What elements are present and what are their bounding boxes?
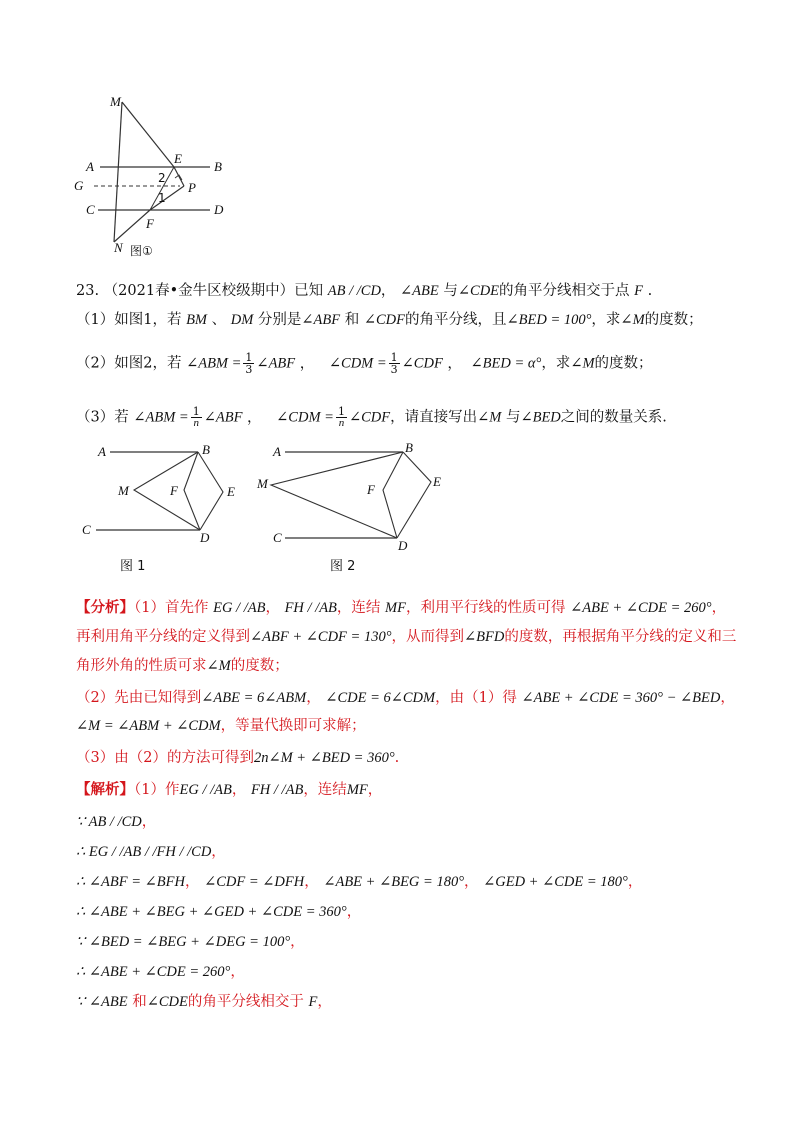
an-l3-b: 的度数；: [230, 658, 289, 674]
q2-prefix: （2）如图2，若: [76, 355, 182, 372]
analysis-line-2: [76, 627, 736, 647]
q1-and: 和: [344, 312, 360, 328]
sol-l3-end: ，: [211, 844, 226, 860]
fig1-label-m: M: [118, 483, 129, 498]
q1-bed: ∠BED = 100°: [506, 312, 592, 328]
analysis-line-6: [76, 748, 399, 768]
sol-l3-eq: ∴ EG / /AB / /FH / /CD: [76, 844, 212, 860]
q2-m: ∠M: [570, 355, 595, 372]
sol-l1-a: （1）作: [134, 782, 180, 798]
q2-abf: ∠ABF: [256, 355, 296, 372]
q1-bm: BM: [186, 312, 207, 328]
figure-2: [255, 440, 455, 555]
figure-1-top: [70, 90, 250, 270]
figure-1-caption: 图①: [130, 244, 153, 258]
q2-text: ，求: [541, 355, 571, 372]
an-l1-a: （1）首先作: [134, 600, 209, 616]
q3-prefix: （3）若: [76, 409, 129, 426]
label-n: N: [114, 240, 123, 255]
q1-dm: DM: [230, 312, 254, 328]
fig2-label-c: C: [273, 530, 282, 545]
q1-abf: ∠ABF: [301, 312, 341, 328]
q1-text1: 分别是: [257, 312, 302, 328]
an-l1-eq: ∠ABE + ∠CDE = 260°: [570, 600, 712, 616]
analysis-line-1: [76, 598, 726, 618]
q1-prefix: （1）如图1，若: [76, 312, 182, 328]
an-l4-sep: ，: [306, 690, 321, 706]
solution-line-4: [76, 872, 642, 892]
q2-abm: ∠ABM =: [186, 355, 242, 372]
sol-l8-and: 和: [132, 994, 147, 1010]
sol-l1-end: ，: [367, 782, 383, 798]
line-mn: [114, 102, 122, 242]
q3-fraction-2: $\frac{1}{n}$: [337, 405, 345, 429]
q3-fraction-1: $\frac{1}{n}$: [192, 405, 200, 429]
solution-tag: 【解析】: [76, 781, 134, 798]
q1-cdf: ∠CDF: [363, 312, 405, 328]
label-m: M: [110, 94, 121, 109]
solution-line-2: [76, 812, 156, 832]
sol-l1-sep: ，: [231, 782, 247, 798]
stem-sep: ，: [380, 283, 396, 299]
an-l1-c: ，利用平行线的性质可得: [405, 600, 566, 616]
an-l1-eg: EG / /AB: [213, 600, 266, 616]
an-l2-b: ，从而得到: [391, 629, 464, 645]
label-2: 2: [158, 171, 166, 185]
solution-line-3: [76, 842, 226, 862]
q1-text4: 的度数；: [644, 312, 703, 328]
label-p: P: [188, 180, 196, 195]
stem-cde: ∠CDE: [457, 283, 500, 299]
q3-cdm: ∠CDM =: [276, 409, 334, 426]
sol-l8-b: 的角平分线相交于: [187, 994, 304, 1010]
an-l6-end: .: [394, 750, 400, 766]
question-1: [76, 310, 703, 330]
q2-sep1: ，: [299, 355, 315, 372]
figure-1-caption: 图 1: [120, 559, 146, 574]
fig1-label-c: C: [82, 522, 91, 537]
sol-l2-eq: ∵ AB / /CD: [76, 814, 142, 830]
q3-m: ∠M: [477, 409, 502, 426]
sol-l5-end: ，: [346, 904, 362, 920]
solution-line-5: [76, 902, 361, 922]
sol-l4-eq2: ∠CDF = ∠DFH: [204, 874, 305, 890]
q2-fraction-2: $\frac{1}{3}$: [390, 351, 398, 376]
an-l3-a: 角形外角的性质可求: [76, 658, 207, 674]
sol-l8-cde: ∠CDE: [146, 994, 188, 1010]
problem-number: 23.: [76, 283, 100, 299]
figure-2-caption: 图 2: [330, 559, 356, 574]
solution-line-8: [76, 992, 332, 1012]
sol-l1-b: ，连结: [303, 782, 347, 798]
q3-abf: ∠ABF: [203, 409, 243, 426]
q1-comma: 、: [211, 312, 227, 328]
stem-ab-cd: AB / /CD: [327, 283, 381, 299]
q1-text2: 的角平分线，且: [405, 312, 507, 328]
sol-l6-end: ，: [290, 934, 305, 950]
q3-sep1: ，: [247, 409, 262, 426]
an-l2-bfd: ∠BFD: [464, 629, 505, 645]
figure-1: [82, 440, 250, 550]
an-l4-b: ，由（1）得: [435, 690, 517, 706]
analysis-line-4: [76, 688, 735, 708]
sol-l4-eq3: ∠ABE + ∠BEG = 180°: [323, 874, 464, 890]
sol-l4-sep4: ，: [627, 874, 643, 890]
stem-and: 与: [443, 283, 458, 299]
sol-l2-end: ，: [141, 814, 157, 830]
fig2-label-e: E: [433, 474, 441, 489]
solution-line-1: [76, 780, 382, 800]
line-fp: [150, 186, 184, 210]
sol-l4-eq1: ∴ ∠ABF = ∠BFH: [76, 874, 185, 890]
label-d: D: [214, 202, 224, 217]
sol-l1-mf: MF: [346, 782, 368, 798]
fig2-label-m: M: [257, 476, 268, 491]
q2-cdf: ∠CDF: [401, 355, 443, 372]
question-2: [76, 352, 653, 375]
fig1-label-b: B: [202, 442, 210, 457]
stem-end: .: [647, 283, 653, 299]
q3-and: 与: [505, 409, 521, 426]
fig1-bfd: [184, 452, 200, 530]
q3-text2: 之间的数量关系.: [560, 409, 667, 426]
q1-m: ∠M: [620, 312, 645, 328]
line-ep: [174, 167, 184, 186]
fig2-label-f: F: [367, 482, 375, 497]
an-l1-fh: FH / /AB: [284, 600, 337, 616]
q2-sep2: ，: [447, 355, 462, 372]
solution-line-7: [76, 962, 245, 982]
an-l6-eq: 2n∠M + ∠BED = 360°: [253, 750, 395, 766]
sol-l7-end: ，: [230, 964, 245, 980]
an-l2-a: 再利用角平分线的定义得到: [76, 629, 250, 645]
q3-abm: ∠ABM =: [133, 409, 189, 426]
label-e: E: [174, 151, 182, 166]
an-l1-mf: MF: [385, 600, 406, 616]
q2-fraction-1: $\frac{1}{3}$: [245, 351, 253, 376]
stem-abe: ∠ABE: [400, 283, 439, 299]
problem-source: （2021春•金牛区校级期中）: [103, 283, 295, 299]
label-g: G: [74, 178, 84, 193]
an-l1-sep: ，: [265, 600, 280, 616]
an-l5-b: ，等量代换即可求解；: [220, 718, 366, 734]
an-l5-eq: ∠M = ∠ABM + ∠CDM: [76, 718, 221, 734]
stem-f: F: [634, 283, 643, 299]
sol-l8-f: F: [308, 994, 318, 1010]
line-me: [122, 102, 174, 167]
stem-rest: 的角平分线相交于点: [499, 283, 630, 299]
fig2-label-d: D: [398, 538, 408, 553]
an-l1-b: ，连结: [336, 600, 381, 616]
sol-l8-end: ，: [317, 994, 332, 1010]
an-l4-end: ，: [720, 690, 735, 706]
sol-l7-eq: ∴ ∠ABE + ∠CDE = 260°: [76, 964, 231, 980]
line-nf: [114, 210, 150, 242]
fig2-bed: [397, 452, 431, 538]
an-l3-m: ∠M: [206, 658, 231, 674]
fig1-label-e: E: [227, 484, 235, 499]
an-l4-a: （2）先由已知得到: [76, 690, 202, 706]
fig2-label-b: B: [405, 440, 413, 455]
an-l1-end: ，: [711, 600, 727, 616]
q2-cdm: ∠CDM =: [328, 355, 387, 372]
sol-l4-eq4: ∠GED + ∠CDE = 180°: [483, 874, 628, 890]
analysis-line-5: [76, 716, 366, 736]
analysis-tag: 【分析】: [76, 599, 134, 616]
q2-end: 的度数；: [594, 355, 653, 372]
q3-text1: ，请直接写出: [390, 409, 478, 426]
sol-l8-a: ∵ ∠ABE: [76, 994, 128, 1010]
fig2-label-a: A: [273, 444, 281, 459]
sol-l1-eg: EG / /AB: [179, 782, 232, 798]
label-c: C: [86, 202, 95, 217]
fig1-bmd: [134, 452, 200, 530]
label-1: 1: [158, 191, 166, 205]
q2-bed: ∠BED = α°: [470, 355, 542, 372]
fig1-label-a: A: [98, 444, 106, 459]
fig2-bmd: [271, 452, 403, 538]
label-b: B: [214, 159, 222, 174]
an-l4-eq1: ∠ABE = 6∠ABM: [201, 690, 307, 706]
sol-l6-eq: ∵ ∠BED = ∠BEG + ∠DEG = 100°: [76, 934, 291, 950]
q1-text3: ，求: [591, 312, 621, 328]
q3-cdf: ∠CDF: [348, 409, 391, 426]
fig1-label-f: F: [170, 483, 178, 498]
sol-l4-sep2: ，: [304, 874, 319, 890]
an-l2-eq: ∠ABF + ∠CDF = 130°: [250, 629, 392, 645]
fig1-bed: [198, 452, 223, 530]
label-f: F: [146, 216, 154, 231]
sol-l5-eq: ∴ ∠ABE + ∠BEG + ∠GED + ∠CDE = 360°: [76, 904, 347, 920]
sol-l4-sep1: ，: [184, 874, 200, 890]
an-l4-eq3: ∠ABE + ∠CDE = 360° − ∠BED: [521, 690, 721, 706]
solution-line-6: [76, 932, 305, 952]
an-l6-a: （3）由（2）的方法可得到: [76, 750, 254, 766]
an-l4-eq2: ∠CDE = 6∠CDM: [325, 690, 436, 706]
sol-l1-fh: FH / /AB: [250, 782, 304, 798]
problem-stem: [76, 281, 652, 301]
stem-prefix: 已知: [294, 283, 324, 299]
label-a: A: [86, 159, 94, 174]
fig2-bfd: [383, 452, 403, 538]
sol-l4-sep3: ，: [464, 874, 479, 890]
question-3: [76, 406, 667, 429]
analysis-line-3: [76, 656, 289, 676]
fig1-label-d: D: [200, 530, 210, 545]
an-l2-c: 的度数，再根据角平分线的定义和三: [504, 629, 737, 645]
q3-bed: ∠BED: [520, 409, 561, 426]
